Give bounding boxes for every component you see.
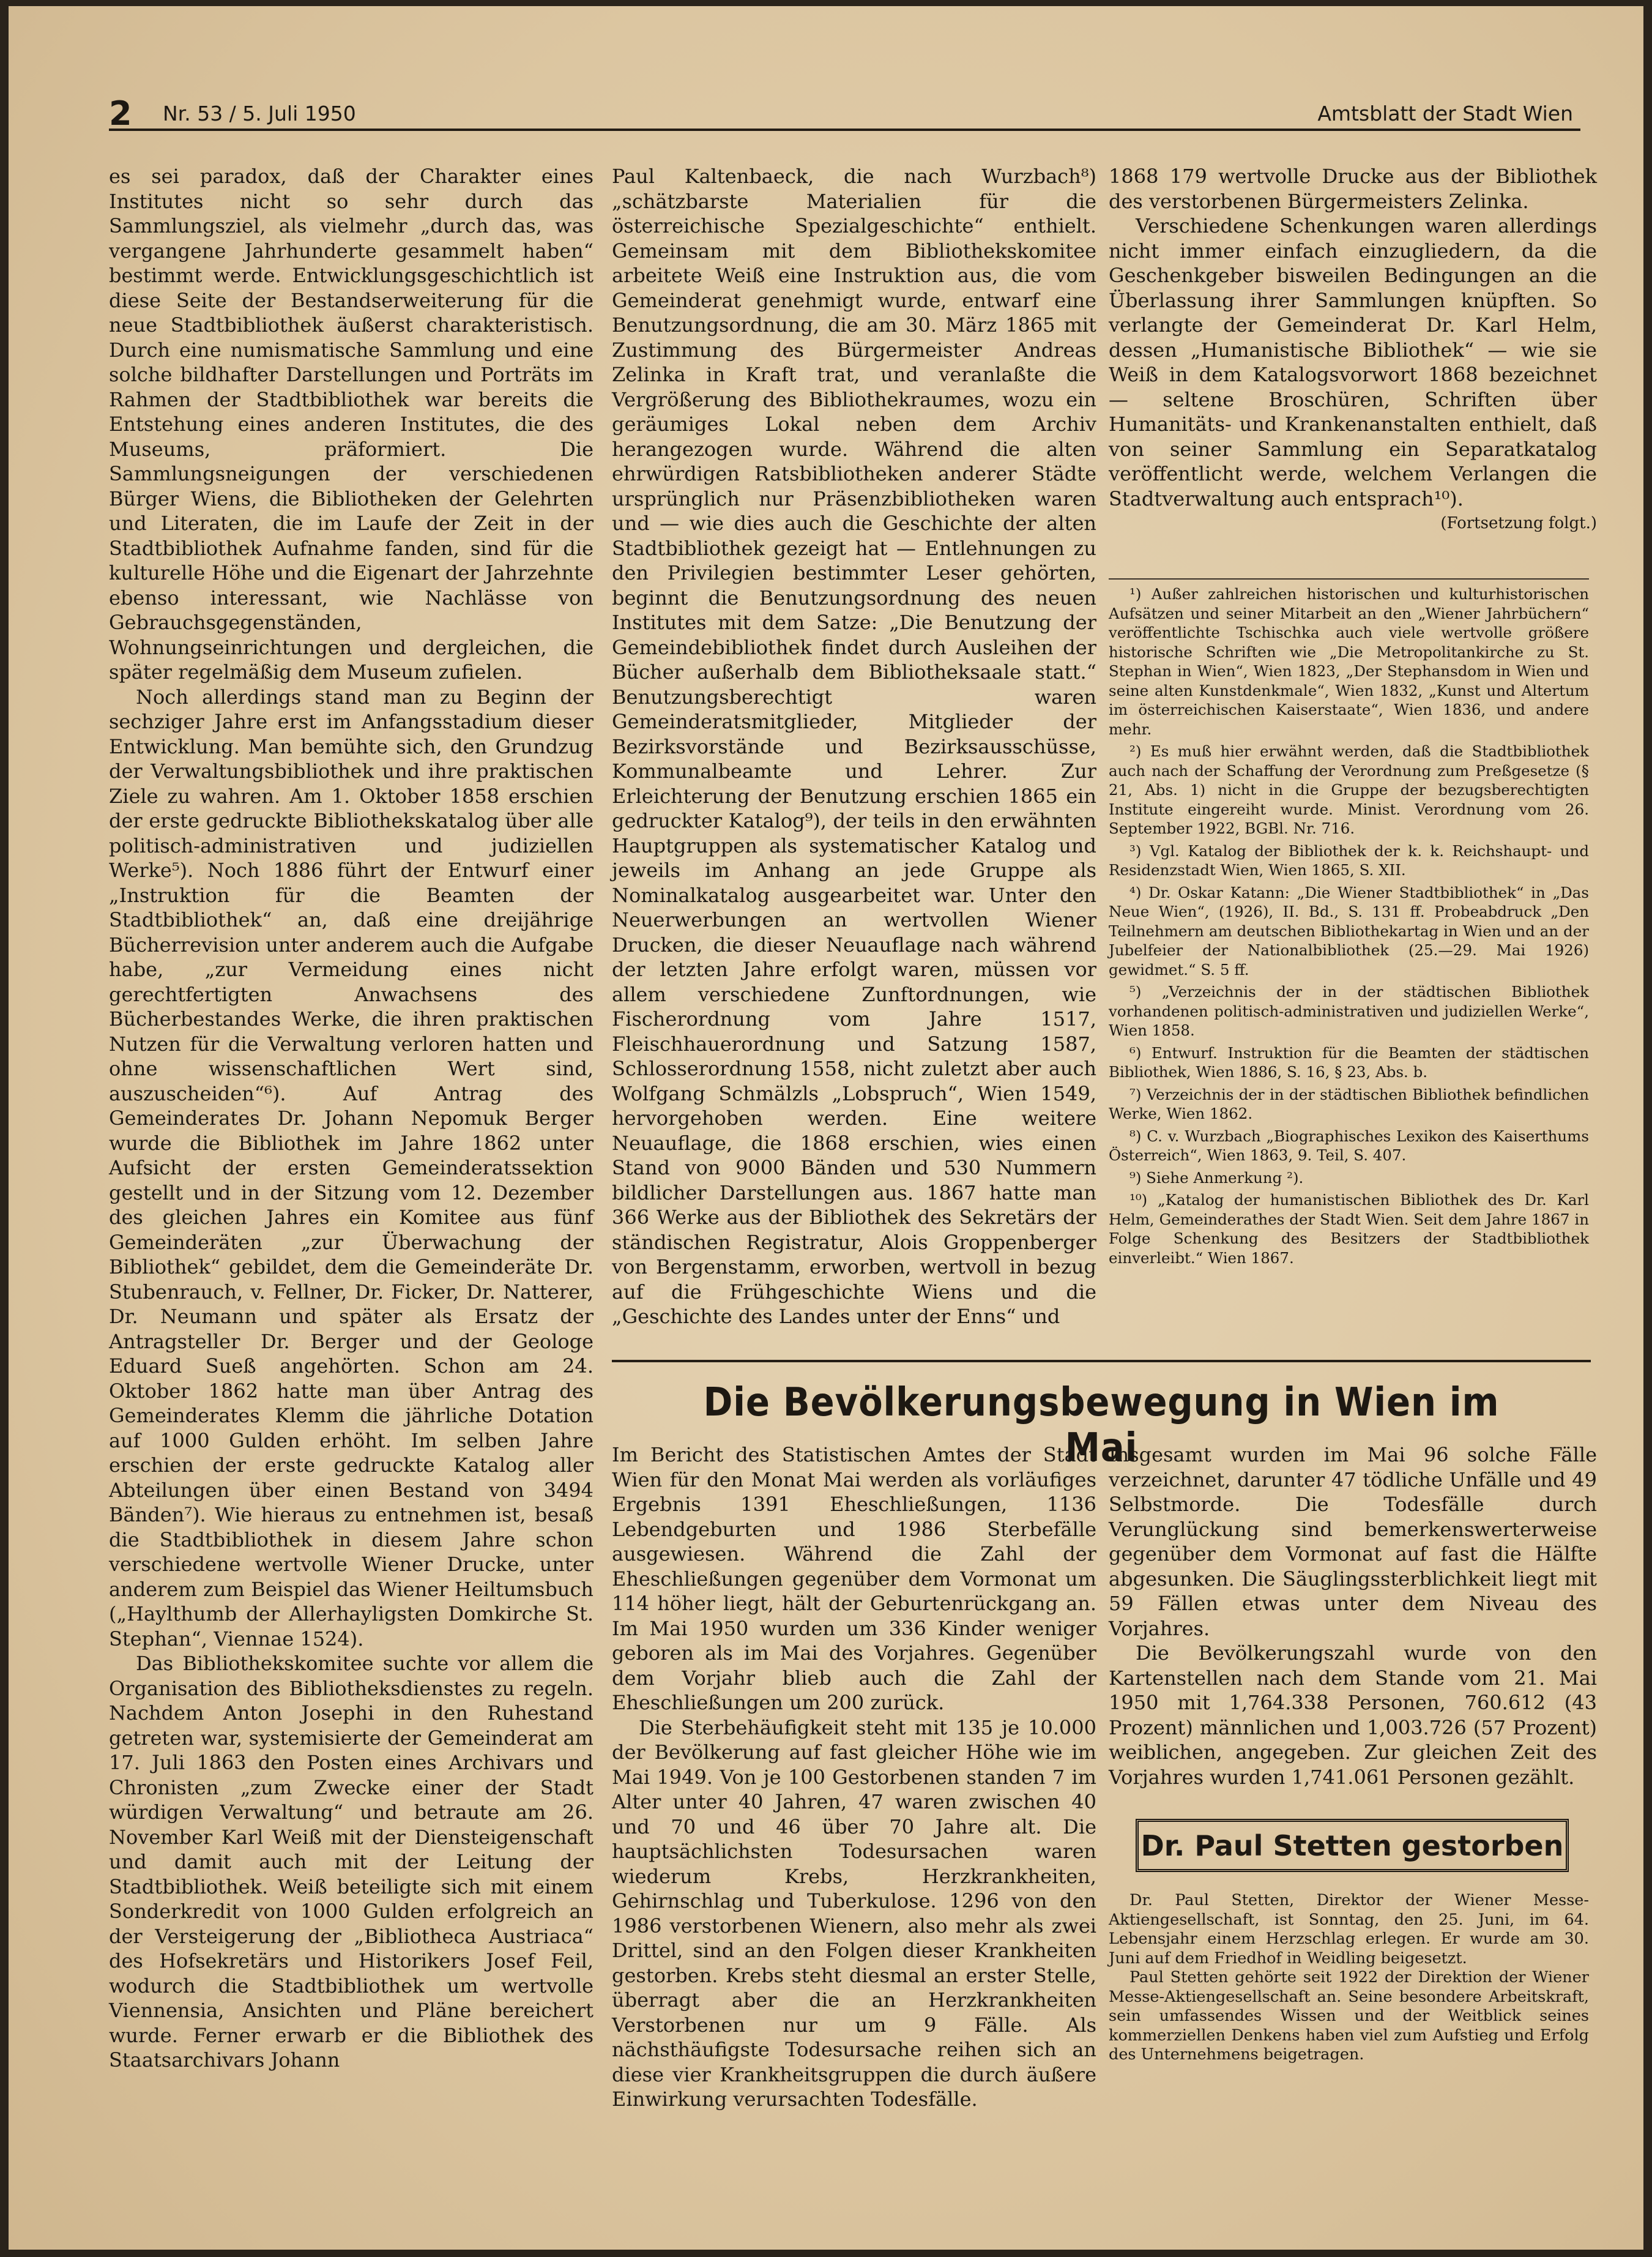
obituary-headline-box	[1136, 1819, 1569, 1872]
obituary-text	[1109, 1891, 1589, 2065]
footnote: ⁹) Siehe Anmerkung ²).	[1129, 1168, 1304, 1187]
article2-column-2	[1109, 1442, 1597, 1789]
section-rule	[612, 1360, 1591, 1362]
footnote: ⁵) „Verzeichnis der in der städtischen Bibliothek vorhandenen politisch-administrativen und judiziellen Werke“, Wien 1858.	[1109, 983, 1589, 1039]
footnote: ⁷) Verzeichnis der in der städtischen Bibliothek befindlichen Werke, Wien 1862.	[1109, 1085, 1589, 1122]
masthead: Amtsblatt der Stadt Wien	[1317, 102, 1573, 125]
paragraph: Im Bericht des Statistischen Amtes der Stadt Wien für den Monat Mai werden als vorläufiges Ergebnis 1391 Eheschließungen, 1136 Lebendgeburten und 1986 Sterbefälle ausgewiesen. Während die Zahl der Eheschließungen gegenüber dem Vormonat um 114 höher liegt, hält der Geburtenrückgang an. Im Mai 1950 wurden um 336 Kinder weniger geboren als im Mai des Vorjahres. Gegenüber dem Vorjahr blieb auch die Zahl der Eheschließungen um 200 zurück.	[612, 1443, 1096, 1714]
article2-column-1	[612, 1442, 1096, 2112]
paragraph: es sei paradox, daß der Charakter eines Institutes nicht so sehr durch das Sammlungsziel, als vielmehr „durch das, was vergangene Jahrhunderte gesammelt haben“ bestimmt werde. Entwicklungsgeschichtlich ist diese Seite der Bestandserweiterung für die neue Stadtbibliothek äußerst charakteristisch. Durch eine numismatische Sammlung und eine solche bildhafter Darstellungen und Porträts im Rahmen der Stadtbibliothek war bereits die Entstehung eines anderen Institutes, die des Museums, präformiert. Die Sammlungsneigungen der verschiedenen Bürger Wiens, die Bibliotheken der Gelehrten und Literaten, die im Laufe der Zeit in der Stadtbibliothek Aufnahme fanden, sind für die kulturelle Höhe und die Eigenart der Jahrzehnte ebenso interessant, wie Nachlässe von Gebrauchsgegenständen, Wohnungseinrichtungen und dergleichen, die später regelmäßig dem Museum zufielen.	[109, 165, 593, 684]
issue-info: Nr. 53 / 5. Juli 1950	[163, 102, 356, 125]
header-rule	[109, 129, 1580, 131]
footnote: ⁶) Entwurf. Instruktion für die Beamten der städtischen Bibliothek, Wien 1886, S. 16, § 23, Abs. b.	[1109, 1043, 1589, 1081]
paragraph: Dr. Paul Stetten, Direktor der Wiener Messe-Aktiengesellschaft, ist Sonntag, den 25. Juni, im 64. Lebensjahr einem Herzschlag erlegen. Er wurde am 30. Juni auf dem Friedhof in Weidling beigesetzt.	[1109, 1891, 1589, 1968]
footnotes-rule	[1109, 578, 1589, 580]
article-headline: Die Bevölkerungsbewegung in Wien im Mai	[703, 1380, 1500, 1471]
paragraph: 1868 179 wertvolle Drucke aus der Bibliothek des verstorbenen Bürgermeisters Zelinka.	[1109, 165, 1597, 213]
paragraph: Verschiedene Schenkungen waren allerdings nicht immer einfach einzugliedern, da die Geschenkgeber bisweilen Bedingungen an die Überlassung ihrer Sammlungen knüpften. So verlangte der Gemeinderat Dr. Karl Helm, dessen „Humanistische Bibliothek“ — wie sie Weiß in dem Katalogsvorwort 1868 bezeichnet — seltene Broschüren, Schriften über Humanitäts- und Krankenanstalten enthielt, daß von seiner Sammlung ein Separatkatalog veröffentlicht werde, welchem Verlangen die Stadtverwaltung auch entsprach¹⁰).	[1109, 214, 1597, 510]
paragraph: Die Sterbehäufigkeit steht mit 135 je 10.000 der Bevölkerung auf fast gleicher Höhe wie im Mai 1949. Von je 100 Gestorbenen standen 7 im Alter unter 40 Jahren, 47 waren zwischen 40 und 70 und 46 über 70 Jahre alt. Die hauptsächlichsten Todesursachen waren wiederum Krebs, Herzkrankheiten, Gehirnschlag und Tuberkulose. 1296 von den 1986 verstorbenen Wienern, also mehr als zwei Drittel, sind an den Folgen dieser Krankheiten gestorben. Krebs steht diesmal an erster Stelle, überragt aber die an Herzkrankheiten Verstorbenen nur um 9 Fälle. Als nächsthäufigste Todesursache reihen sich an diese vier Krankheitsgruppen die durch äußere Einwirkung verursachten Todesfälle.	[612, 1715, 1096, 2111]
article-column-3	[1109, 164, 1597, 535]
continued-note: (Fortsetzung folgt.)	[1440, 514, 1597, 532]
article-column-1	[109, 164, 593, 2073]
footnote: ⁸) C. v. Wurzbach „Biographisches Lexikon des Kaiserthums Österreich“, Wien 1863, 9. Teil, S. 407.	[1109, 1127, 1589, 1164]
footnote: ¹) Außer zahlreichen historischen und kulturhistorischen Aufsätzen und seiner Mitarbeit an den „Wiener Jahrbüchern“ veröffentlichte Tschischka auch viele wertvolle größere historische Schriften wie „Die Metropolitankirche zu St. Stephan in Wien“, Wien 1823, „Der Stephansdom in Wien und seine alten Kunstdenkmale“, Wien 1832, „Kunst und Altertum im österreichischen Kaiserstaate“, Wien 1836, und andere mehr.	[1109, 585, 1589, 738]
paragraph: Paul Kaltenbaeck, die nach Wurzbach⁸) „schätzbarste Materialien für die österreichische Spezialgeschichte“ enthielt. Gemeinsam mit dem Bibliothekskomitee arbeitete Weiß eine Instruktion aus, die vom Gemeinderat genehmigt wurde, entwarf eine Benutzungsordnung, die am 30. März 1865 mit Zustimmung des Bürgermeister Andreas Zelinka in Kraft trat, und veranlaßte die Vergrößerung des Bibliothekraumes, wozu ein geräumiges Lokal neben dem Archiv herangezogen wurde. Während die alten ehrwürdigen Ratsbibliotheken anderer Städte ursprünglich nur Präsenzbibliotheken waren und — wie dies auch die Geschichte der alten Stadtbibliothek gezeigt hat — Entlehnungen zu den Privilegien bestimmter Leser gehörten, beginnt die Benutzungsordnung des neuen Institutes mit dem Satze: „Die Benutzung der Gemeindebibliothek findet durch Ausleihen der Bücher außerhalb dem Bibliotheksaale statt.“ Benutzungsberechtigt waren Gemeinderatsmitglieder, Mitglieder der Bezirksvorstände und Bezirksausschüsse, Kommunalbeamte und Lehrer. Zur Erleichterung der Benutzung erschien 1865 ein gedruckter Katalog⁹), der teils in den erwähnten Hauptgruppen als systematischer Katalog und jeweils im Anhang an jede Gruppe als Nominalkatalog ausgearbeitet war. Unter den Neuerwerbungen an wertvollen Wiener Drucken, die dieser Neuauflage nach während der letzten Jahre erfolgt waren, müssen vor allem verschiedene Zunftordnungen, wie Fischerordnung vom Jahre 1517, Fleischhauerordnung und Satzung 1587, Schlosserordnung 1558, nicht zuletzt aber auch Wolfgang Schmälzls „Lobspruch“, Wien 1549, hervorgehoben werden. Eine weitere Neuauflage, die 1868 erschien, wies einen Stand von 9000 Bänden und 530 Nummern bildlicher Darstellungen aus. 1867 hatte man 366 Werke aus der Bibliothek des Sekretärs der ständischen Registratur, Alois Groppenberger von Bergenstamm, erworben, wertvoll in bezug auf die Frühgeschichte Wiens und die „Geschichte des Landes unter der Enns“ und	[612, 165, 1096, 1328]
footnote: ³) Vgl. Katalog der Bibliothek der k. k. Reichshaupt- und Residenzstadt Wien, Wien 1865, S. XII.	[1109, 841, 1589, 879]
paragraph: Die Bevölkerungszahl wurde von den Kartenstellen nach dem Stande vom 21. Mai 1950 mit 1,764.338 Personen, 760.612 (43 Prozent) männlichen und 1,003.726 (57 Prozent) weiblichen, angegeben. Zur gleichen Zeit des Vorjahres wurden 1,741.061 Personen gezählt.	[1109, 1641, 1597, 1789]
footnotes	[1109, 584, 1589, 1270]
page-number: 2	[109, 94, 132, 133]
footnote: ²) Es muß hier erwähnt werden, daß die Stadtbibliothek auch nach der Schaffung der Verordnung zum Preßgesetze (§ 21, Abs. 1) nicht in die Gruppe der bezugsberechtigten Institute eingereiht wurde. Minist. Verordnung vom 26. September 1922, BGBl. Nr. 716.	[1109, 742, 1589, 837]
footnote: ⁴) Dr. Oskar Katann: „Die Wiener Stadtbibliothek“ in „Das Neue Wien“, (1926), II. Bd., S. 131 ff. Probeabdruck „Den Teilnehmern am deutschen Bibliothekartag in Wien und an der Jubelfeier der Nationalbibliothek (25.—29. Mai 1926) gewidmet.“ S. 5 ff.	[1109, 883, 1589, 979]
page-header	[109, 92, 1580, 132]
footnote: ¹⁰) „Katalog der humanistischen Bibliothek des Dr. Karl Helm, Gemeinderathes der Stadt Wien. Seit dem Jahre 1867 in Folge Schenkung des Besitzers der Stadtbibliothek einverleibt.“ Wien 1867.	[1109, 1191, 1589, 1267]
paragraph: Paul Stetten gehörte seit 1922 der Direktion der Wiener Messe-Aktiengesellschaft an. Seine besondere Arbeitskraft, sein umfassendes Wissen und der Weitblick seines kommerziellen Denkens haben viel zum Aufstieg und Erfolg des Unternehmens beigetragen.	[1109, 1968, 1589, 2064]
paragraph: Noch allerdings stand man zu Beginn der sechziger Jahre erst im Anfangsstadium dieser Entwicklung. Man bemühte sich, den Grundzug der Verwaltungsbibliothek und ihre praktischen Ziele zu wahren. Am 1. Oktober 1858 erschien der erste gedruckte Bibliothekskatalog über alle politisch-administrativen und judiziellen Werke⁵). Noch 1886 führt der Entwurf einer „Instruktion für die Beamten der Stadtbibliothek“ an, daß eine dreijährige Bücherrevision unter anderem auch die Aufgabe habe, „zur Vermeidung eines nicht gerechtfertigten Anwachsens des Bücherbestandes Werke, die ihren praktischen Nutzen für die Verwaltung verloren hatten und ohne wissenschaftlichen Wert sind, auszuscheiden“⁶). Auf Antrag des Gemeinderates Dr. Johann Nepomuk Berger wurde die Bibliothek im Jahre 1862 unter Aufsicht der ersten Gemeinderatssektion gestellt und in der Sitzung vom 12. Dezember des gleichen Jahres ein Komitee aus fünf Gemeinderäten „zur Überwachung der Bibliothek“ gebildet, dem die Gemeinderäte Dr. Stubenrauch, v. Fellner, Dr. Ficker, Dr. Natterer, Dr. Neumann und später als Ersatz der Antragsteller Dr. Berger und der Geologe Eduard Sueß angehörten. Schon am 24. Oktober 1862 hatte man über Antrag des Gemeinderates Klemm die jährliche Dotation auf 1000 Gulden erhöht. Im selben Jahre erschien der erste gedruckte Katalog aller Abteilungen über einen Bestand von 3494 Bänden⁷). Wie hieraus zu entnehmen ist, besaß die Stadtbibliothek in diesem Jahre schon verschiedene wertvolle Wiener Drucke, unter anderem zum Beispiel das Wiener Heiltumsbuch („Haylthumb der Allerhayligsten Domkirche St. Stephan“, Viennae 1524).	[109, 685, 593, 1651]
paragraph: Das Bibliothekskomitee suchte vor allem die Organisation des Bibliotheksdienstes zu regeln. Nachdem Anton Josephi in den Ruhestand getreten war, systemisierte der Gemeinderat am 17. Juli 1863 den Posten eines Archivars und Chronisten „zum Zwecke einer der Stadt würdigen Verwaltung“ und betraute am 26. November Karl Weiß mit der Diensteigenschaft und damit auch mit der Leitung der Stadtbibliothek. Weiß beteiligte sich mit einem Sonderkredit von 1000 Gulden erfolgreich an der Versteigerung der „Bibliotheca Austriaca“ des Hofsekretärs und Historikers Josef Feil, wodurch die Stadtbibliothek um wertvolle Viennensia, Ansichten und Pläne bereichert wurde. Ferner erwarb er die Bibliothek des Staatsarchivars Johann	[109, 1652, 593, 2072]
article-column-2	[612, 164, 1096, 1329]
paragraph: Insgesamt wurden im Mai 96 solche Fälle verzeichnet, darunter 47 tödliche Unfälle und 49 Selbstmorde. Die Todesfälle durch Verunglückung sind bemerkenswerterweise gegenüber dem Vormonat auf fast die Hälfte abgesunken. Die Säuglingssterblichkeit liegt mit 59 Fällen etwas unter dem Niveau des Vorjahres.	[1109, 1443, 1597, 1640]
obituary-headline: Dr. Paul Stetten gestorben	[1140, 1829, 1564, 1862]
